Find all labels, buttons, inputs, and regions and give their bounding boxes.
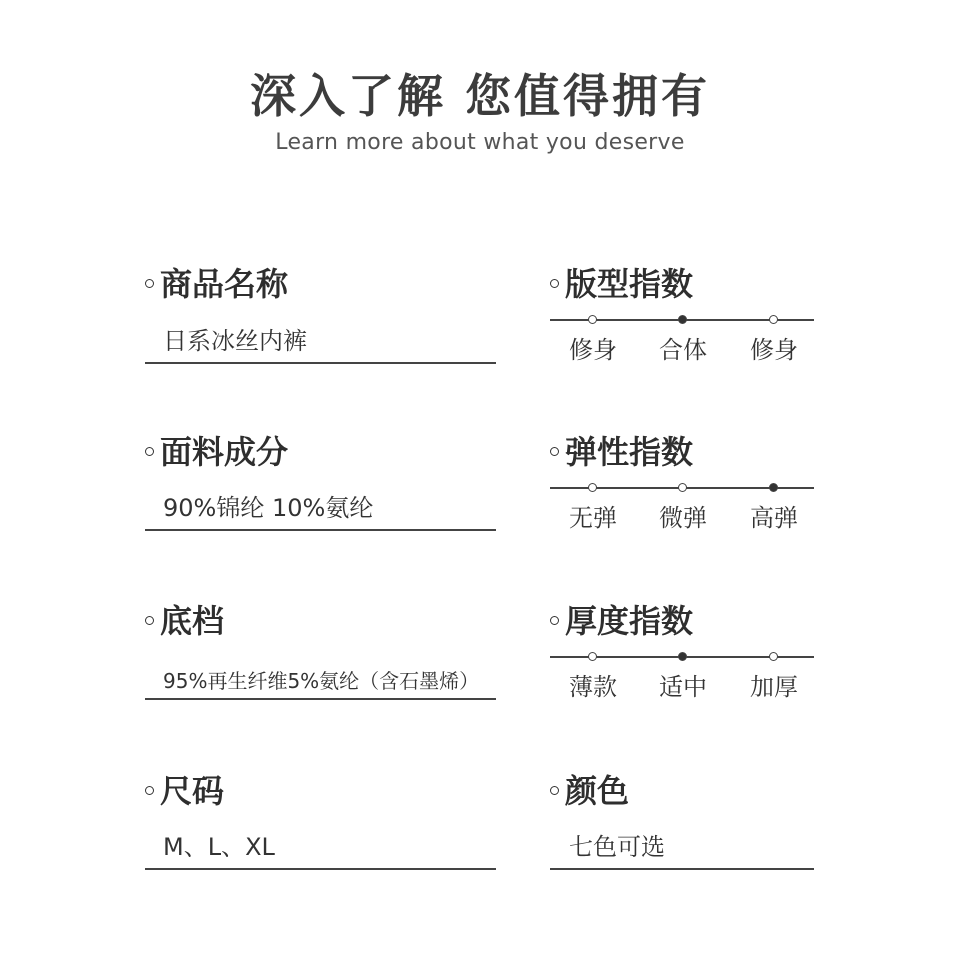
- bullet-icon: [550, 786, 559, 795]
- bullet-icon: [145, 786, 154, 795]
- scale-point: [588, 483, 597, 492]
- scale-label: 微弹: [659, 504, 707, 532]
- scale-point: [769, 483, 778, 492]
- scale-label: 加厚: [750, 673, 798, 701]
- page-subtitle: Learn more about what you deserve: [275, 130, 685, 155]
- bullet-icon: [550, 447, 559, 456]
- divider: [145, 698, 496, 700]
- spec-crotch-title: [145, 601, 224, 641]
- index-elasticity-title: [550, 432, 693, 472]
- spec-size-label: 尺码: [160, 772, 225, 810]
- scale-label: 高弹: [750, 504, 798, 532]
- scale-label: 薄款: [569, 673, 617, 701]
- spec-color-value: 七色可选: [569, 833, 665, 861]
- spec-name-title: [145, 264, 288, 304]
- divider: [145, 529, 496, 531]
- spec-color-title: [550, 771, 629, 811]
- index-fit-title: [550, 264, 693, 304]
- scale-label: 合体: [659, 336, 707, 364]
- scale-point: [769, 315, 778, 324]
- bullet-icon: [145, 447, 154, 456]
- scale-label: 适中: [659, 673, 707, 701]
- scale-label: 修身: [569, 336, 617, 364]
- page-title: 深入了解 您值得拥有: [249, 69, 710, 123]
- bullet-icon: [145, 616, 154, 625]
- scale-point: [588, 652, 597, 661]
- spec-name-value: 日系冰丝内裤: [163, 327, 307, 355]
- spec-fabric-value: 90%锦纶 10%氨纶: [163, 494, 374, 522]
- spec-size-title: [145, 771, 224, 811]
- divider: [145, 868, 496, 870]
- bullet-icon: [145, 279, 154, 288]
- spec-name-label: 商品名称: [160, 265, 289, 303]
- bullet-icon: [550, 616, 559, 625]
- scale-point: [588, 315, 597, 324]
- scale-point: [769, 652, 778, 661]
- spec-fabric-title: [145, 432, 288, 472]
- spec-fabric-label: 面料成分: [160, 433, 289, 471]
- index-elasticity-label: 弹性指数: [565, 433, 694, 471]
- scale-label: 无弹: [569, 504, 617, 532]
- index-thickness-label: 厚度指数: [565, 602, 694, 640]
- spec-crotch-value: 95%再生纤维5%氨纶（含石墨烯）: [163, 669, 480, 693]
- scale-point: [678, 483, 687, 492]
- spec-size-value: M、L、XL: [163, 833, 275, 861]
- spec-color-label: 颜色: [565, 772, 630, 810]
- scale-point: [678, 652, 687, 661]
- divider: [550, 868, 814, 870]
- index-thickness-title: [550, 601, 693, 641]
- index-fit-label: 版型指数: [565, 265, 694, 303]
- bullet-icon: [550, 279, 559, 288]
- scale-point: [678, 315, 687, 324]
- scale-label: 修身: [750, 336, 798, 364]
- divider: [145, 362, 496, 364]
- spec-crotch-label: 底档: [160, 602, 225, 640]
